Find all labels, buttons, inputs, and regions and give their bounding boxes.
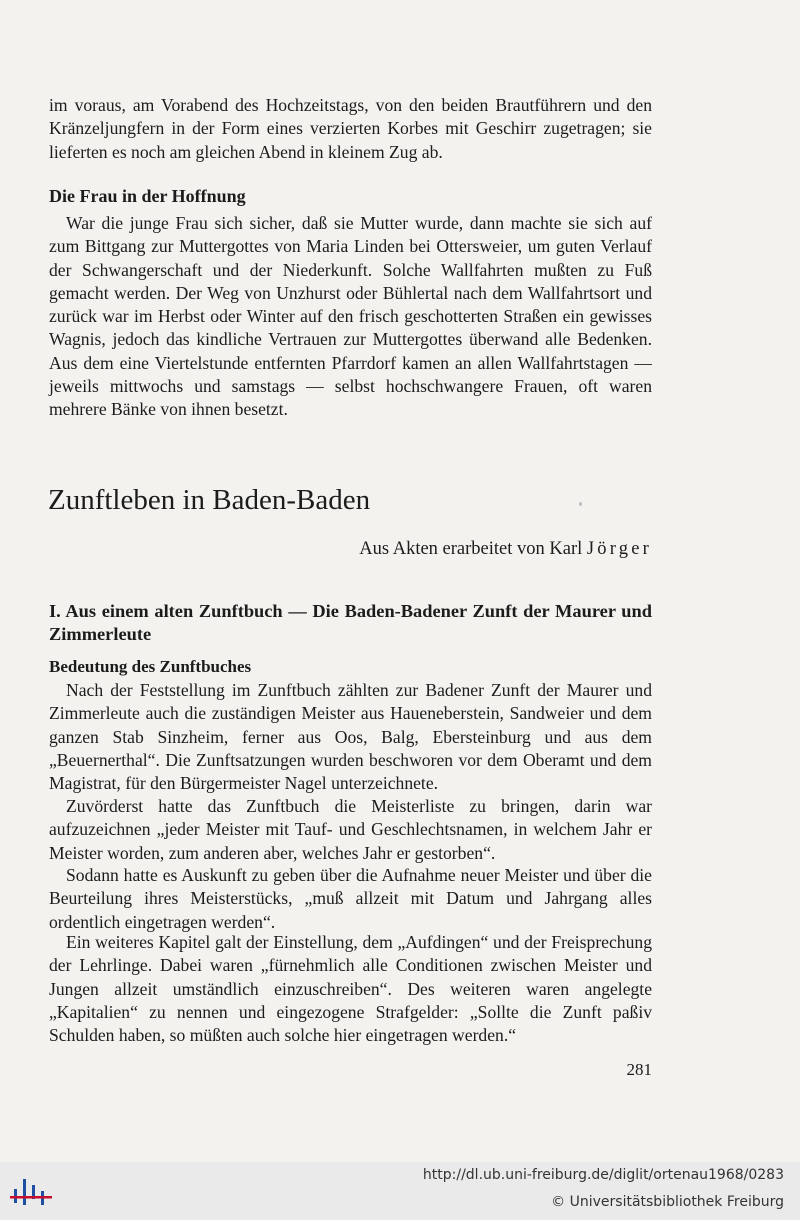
paragraph-2: War die junge Frau sich sicher, daß sie Mutter wurde, dann machte sie sich auf zum Bittgang zur Muttergottes von Maria Linden bei Ottersweier, um guten Verlauf der Schwangerschaft und der Niederkunft. Solche Wallfahrten mußten zu Fuß gemacht werden. Der Weg von Unzhurst oder Bühlertal nach dem Wallfahrtsort und zurück war im Herbst oder Winter auf den frisch geschotterten Straßen ein gewisses Wagnis, jedoch das kindliche Vertrauen zur Muttergottes überwand alle Bedenken. Aus dem eine Viertelstunde entfernten Pfarrdorf kamen an allen Wallfahrtstagen — jeweils mittwochs und samstags — selbst hochschwangere Frauen, oft waren mehrere Bänke von ihnen besetzt.	[49, 213, 652, 420]
paragraph-4: Zuvörderst hatte das Zunftbuch die Meisterliste zu bringen, darin war aufzuzeichnen „jeder Meister mit Tauf- und Geschlechtsnamen, in welchem Jahr er Meister worden, zum anderen aber, welches Jahr er gestorben“.	[49, 796, 652, 863]
page-number: 281	[626, 1060, 652, 1079]
article-title: Zunftleben in Baden-Baden	[48, 484, 371, 516]
paragraph-5: Sodann hatte es Auskunft zu geben über die Aufnahme neuer Meister und über die Beurteilung ihres Meisterstücks, „muß allzeit mit Datum und Jahrgang alles ordentlich eingetragen werden“.	[49, 865, 652, 932]
heading-frau-in-der-hoffnung: Die Frau in der Hoffnung	[49, 186, 246, 206]
paragraph-3: Nach der Feststellung im Zunftbuch zählten zur Badener Zunft der Maurer und Zimmerleute auch die zuständigen Meister aus Haueneberstein, Sandweier und dem ganzen Stab Sinzheim, ferner aus Oos, Balg, Ebersteinburg und aus dem „Beuernerthal“. Die Zunftsatzungen wurden beschworen vor dem Oberamt und dem Magistrat, für den Bürgermeister Nagel unterzeichnete.	[49, 680, 652, 794]
author-name: Jörger	[586, 539, 652, 559]
paragraph-1: im voraus, am Vorabend des Hochzeitstags, von den beiden Brautführern und den Kränzeljungfern in der Form eines verzierten Korbes mit Geschirr zugetragen; sie lieferten es noch am gleichen Abend in kleinem Zug ab.	[49, 95, 652, 162]
copyright-text: © Universitätsbibliothek Freiburg	[551, 1194, 784, 1210]
footer-bar	[0, 1162, 800, 1220]
subheading-zunftbuch: Bedeutung des Zunftbuches	[49, 657, 252, 676]
byline-prefix: Aus Akten erarbeitet von Karl	[359, 539, 583, 559]
byline	[359, 537, 652, 561]
ub-freiburg-logo-icon[interactable]	[10, 1171, 52, 1211]
section-title: I. Aus einem alten Zunftbuch — Die Baden-Badener Zunft der Maurer und Zimmerleute	[49, 601, 652, 644]
stray-mark	[579, 502, 582, 506]
source-url-link[interactable]: http://dl.ub.uni-freiburg.de/diglit/ortenau1968/0283	[422, 1167, 784, 1183]
paragraph-6: Ein weiteres Kapitel galt der Einstellung, dem „Aufdingen“ und der Freisprechung der Lehrlinge. Dabei waren „fürnehmlich alle Conditionen zwischen Meister und Jungen allzeit umständlich einzuschreiben“. Des weiteren waren angelegte „Kapitalien“ zu nennen und eingezogene Strafgelder: „Sollte die Zunft paßiv Schulden haben, so müßten auch solche hier eingetragen werden.“	[49, 932, 652, 1046]
